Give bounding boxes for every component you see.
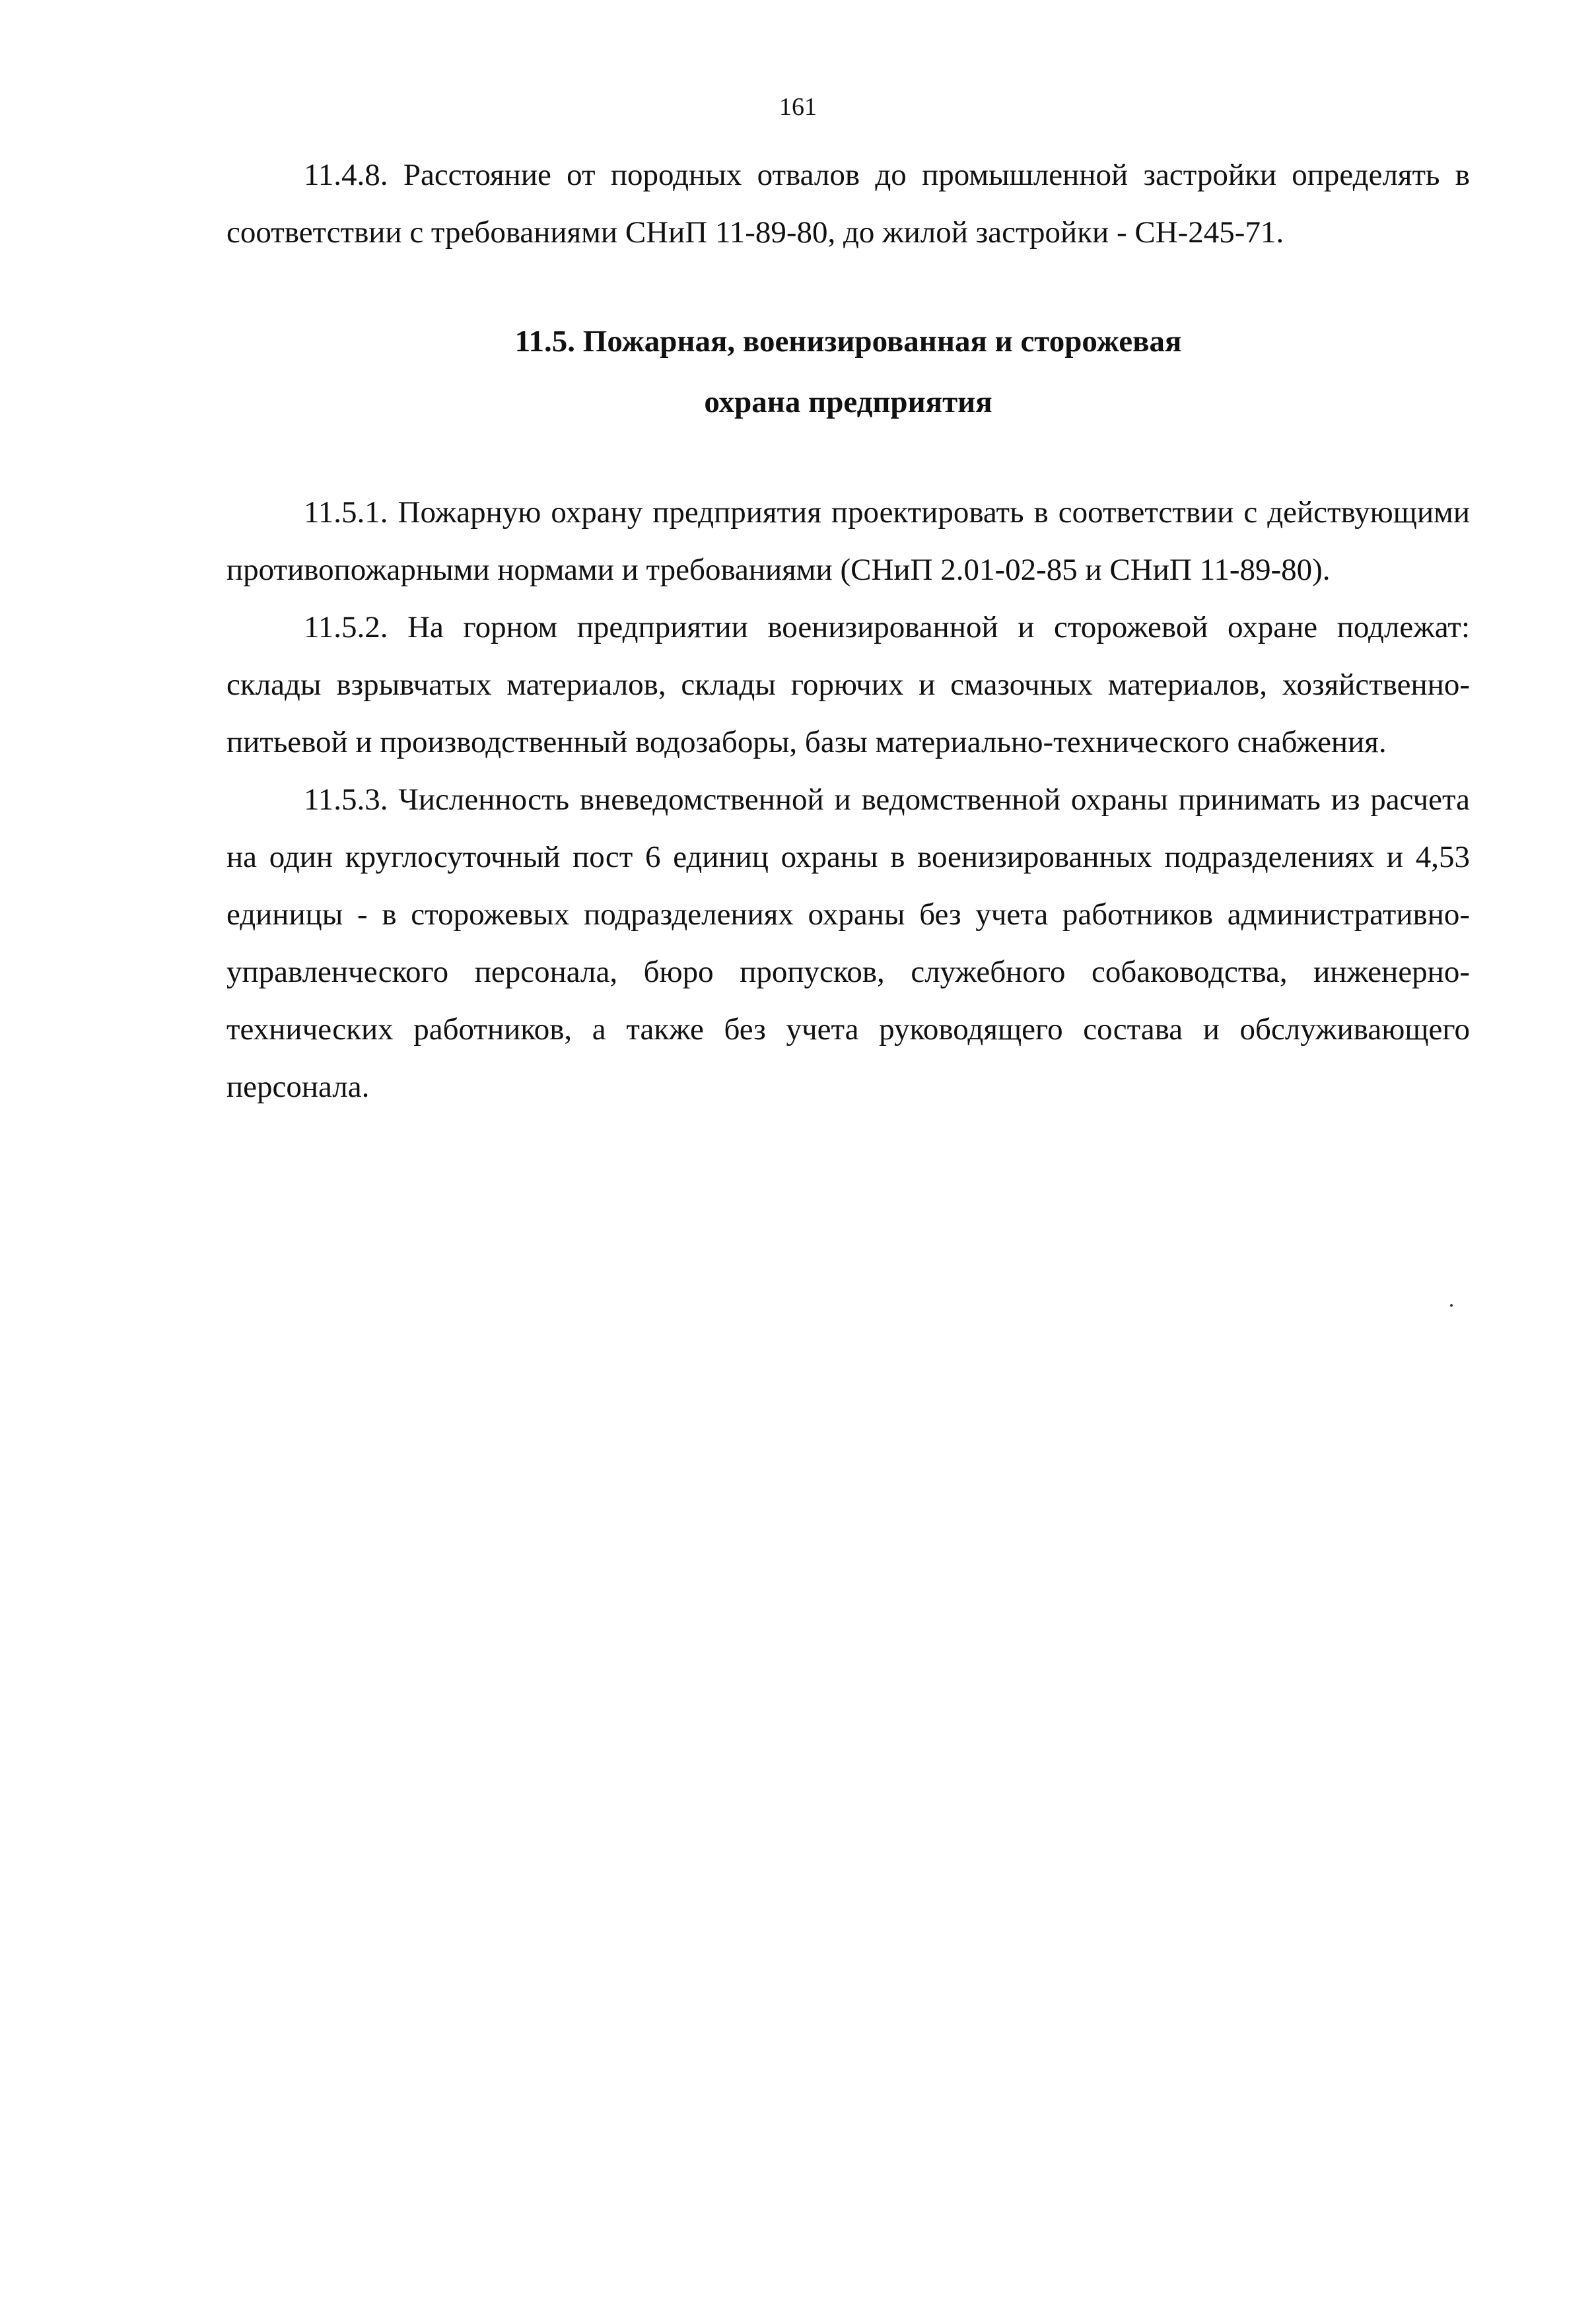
section-heading-line-2: охрана предприятия: [704, 385, 992, 419]
section-heading-line-1: 11.5. Пожарная, военизированная и сторожевая: [514, 324, 1182, 359]
paragraph-11-5-1: 11.5.1. Пожарную охрану предприятия проектировать в соответствии с действующими противопожарными нормами и требованиями (СНиП 2.01-02-85 и СНиП 11-89-80).: [226, 495, 1470, 587]
paragraph-11-5-3: 11.5.3. Численность вневедомственной и ведомственной охраны принимать из расчета на один круглосуточный пост 6 единиц охраны в военизированных подразделениях и 4,53 единицы - в сторожевых подразделениях охраны без учета работников административно-управленческого персонала, бюро пропусков, служебного собаководства, инженерно-технических работников, а также без учета руководящего состава и обслуживающего персонала.: [226, 782, 1470, 1104]
paragraph-11-4-8: 11.4.8. Расстояние от породных отвалов до промышленной застройки определять в соответствии с требованиями СНиП 11-89-80, до жилой застройки - СН-245-71.: [226, 158, 1470, 250]
scan-speck: [1450, 1304, 1453, 1307]
paragraph-11-5-2: 11.5.2. На горном предприятии военизированной и сторожевой охране подлежат: склады взрывчатых материалов, склады горючих и смазочных материалов, хозяйственно-питьевой и производственный водозаборы, базы материально-технического снабжения.: [226, 610, 1470, 759]
page-body: [226, 147, 1470, 1116]
page-number: 161: [779, 93, 817, 121]
section-heading: [226, 311, 1470, 432]
